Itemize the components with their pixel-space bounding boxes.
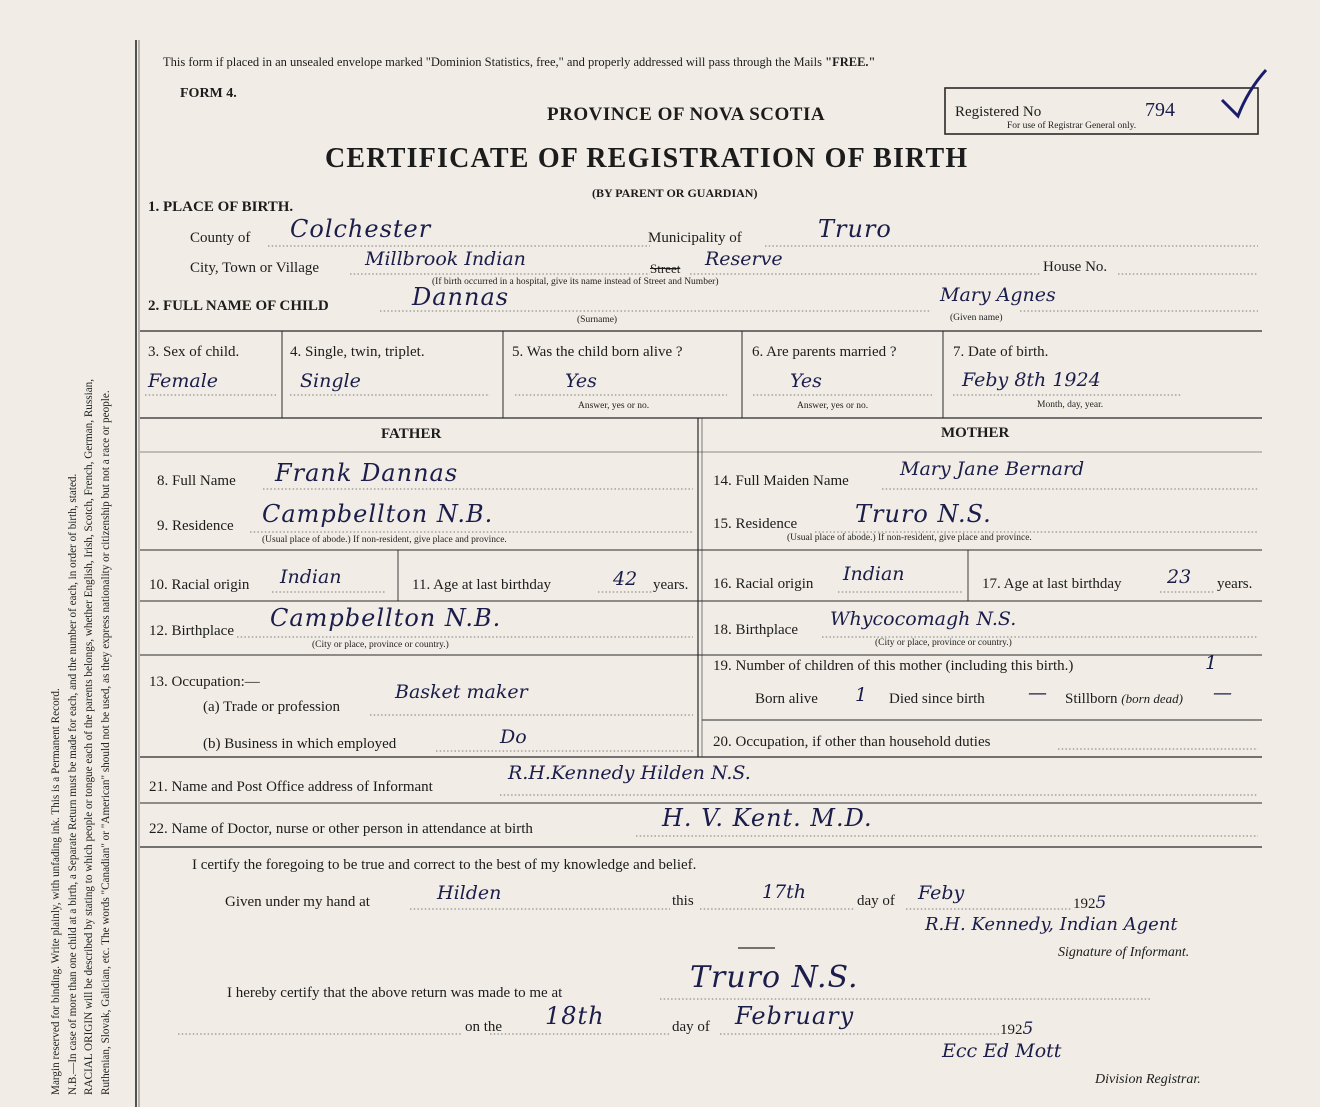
father-age-value[interactable]: 42 [613, 568, 638, 590]
given-year [1073, 893, 1106, 913]
return-made-label: I hereby certify that the above return was made to me at [227, 985, 563, 1001]
margin-note-4: Ruthenian, Slovak, Galician, etc. The words "Canadian" or "American" should not be used, as they express nationality or citizenship but not a race or people. [99, 390, 112, 1095]
on-the-label: on the [465, 1019, 503, 1035]
on-day-value[interactable]: 18th [545, 1002, 605, 1030]
on-year [1000, 1019, 1033, 1039]
father-racial-value[interactable]: Indian [280, 566, 342, 588]
mother-age-value[interactable]: 23 [1167, 566, 1192, 588]
page-subtitle: (BY PARENT OR GUARDIAN) [592, 186, 758, 200]
mother-name-label: 14. Full Maiden Name [713, 473, 849, 489]
registrar-signature: Ecc Ed Mott [942, 1040, 1062, 1062]
father-name-label: 8. Full Name [157, 473, 236, 489]
city-value[interactable]: Millbrook Indian [365, 248, 526, 270]
mother-heading: MOTHER [941, 425, 1010, 441]
doctor-label: 22. Name of Doctor, nurse or other person in attendance at birth [149, 821, 533, 837]
mail-notice-text: This form if placed in an unsealed envelope marked "Dominion Statistics, free," and properly addressed will pass through the Mails [163, 55, 822, 69]
sex-value[interactable]: Female [148, 370, 219, 392]
stillborn-count[interactable]: — [1213, 682, 1232, 704]
date-of-birth-note: Month, day, year. [1037, 400, 1104, 410]
form-number: FORM 4. [180, 86, 237, 101]
business-value[interactable]: Do [500, 726, 527, 748]
stillborn-note: (born dead) [1121, 691, 1184, 706]
mother-residence-label: 15. Residence [713, 516, 798, 532]
date-of-birth-value[interactable]: Feby 8th 1924 [962, 369, 1101, 391]
mother-birthplace-label: 18. Birthplace [713, 622, 798, 638]
check-mark-icon [1222, 70, 1266, 116]
date-of-birth-label: 7. Date of birth. [953, 344, 1049, 360]
informant-label: 21. Name and Post Office address of Informant [149, 779, 433, 795]
mother-racial-value[interactable]: Indian [843, 563, 905, 585]
mother-abode-note: (Usual place of abode.) If non-resident, give place and province. [787, 533, 1032, 543]
father-birthplace-value[interactable]: Campbellton N.B. [270, 604, 502, 632]
on-year-value[interactable]: 5 [1022, 1019, 1034, 1039]
father-name-value[interactable]: Frank Dannas [275, 459, 459, 487]
father-age-label: 11. Age at last birthday [412, 577, 551, 593]
return-place-value[interactable]: Truro N.S. [690, 960, 859, 995]
father-birthplace-label: 12. Birthplace [149, 623, 234, 639]
province-heading: PROVINCE OF NOVA SCOTIA [547, 104, 826, 125]
given-year-prefix: 192 [1073, 896, 1096, 912]
mother-birthplace-note: (City or place, province or country.) [875, 638, 1012, 648]
on-year-prefix: 192 [1000, 1022, 1023, 1038]
day-of-label: day of [857, 893, 895, 909]
child-given-name-value[interactable]: Mary Agnes [940, 284, 1056, 306]
on-day-of-label: day of [672, 1019, 710, 1035]
father-birthplace-note: (City or place, province or country.) [312, 640, 449, 650]
on-month-value[interactable]: February [735, 1002, 855, 1030]
father-residence-label: 9. Residence [157, 518, 234, 534]
given-year-value[interactable]: 5 [1095, 893, 1107, 913]
occupation-label: 13. Occupation:— [149, 674, 260, 690]
father-racial-label: 10. Racial origin [149, 577, 250, 593]
children-count-label: 19. Number of children of this mother (including this birth.) [713, 658, 1074, 674]
born-alive-label: Born alive [755, 691, 818, 707]
stillborn-label [1065, 691, 1183, 708]
mother-residence-value[interactable]: Truro N.S. [855, 500, 992, 528]
signature-label: Signature of Informant. [1058, 945, 1190, 960]
municipality-label: Municipality of [648, 230, 742, 246]
county-label: County of [190, 230, 251, 246]
child-surname-value[interactable]: Dannas [412, 283, 510, 311]
registered-label: Registered No [955, 104, 1042, 120]
given-place-value[interactable]: Hilden [437, 882, 502, 904]
registrar-label: Division Registrar. [1095, 1072, 1201, 1087]
mail-free: "FREE." [825, 55, 876, 69]
hospital-note: (If birth occurred in a hospital, give its name instead of Street and Number) [432, 277, 719, 287]
born-alive-answer[interactable]: Yes [565, 370, 597, 392]
surname-note: (Surname) [577, 315, 618, 325]
place-of-birth-heading: 1. PLACE OF BIRTH. [148, 199, 294, 215]
mother-name-value[interactable]: Mary Jane Bernard [900, 458, 1085, 480]
given-name-note: (Given name) [950, 313, 1003, 323]
street-label: Street [650, 261, 681, 276]
doctor-value[interactable]: H. V. Kent. M.D. [662, 804, 873, 832]
mother-years-label: years. [1217, 576, 1253, 592]
margin-note-2: N.B.—In case of more than one child at a birth, a Separate Return must be made for each, and the number of each, in order of birth, stated. [66, 473, 79, 1095]
certify-statement: I certify the foregoing to be true and correct to the best of my knowledge and belief. [192, 857, 697, 873]
stillborn-label-text: Stillborn [1065, 691, 1118, 707]
given-month-value[interactable]: Feby [918, 882, 965, 904]
child-name-label: 2. FULL NAME OF CHILD [148, 298, 329, 314]
county-value[interactable]: Colchester [290, 215, 432, 243]
mother-age-label: 17. Age at last birthday [982, 576, 1122, 592]
trade-label: (a) Trade or profession [203, 699, 341, 715]
mother-birthplace-value[interactable]: Whycocomagh N.S. [830, 608, 1017, 630]
registrar-note: For use of Registrar General only. [1007, 121, 1137, 131]
city-label: City, Town or Village [190, 260, 320, 276]
margin-note-3: RACIAL ORIGIN will be described by stating to which people or tongue each of the parents belongs, whether English, Irish, Scotch, French, German, Russian, [83, 378, 95, 1095]
answer-note-2: Answer, yes or no. [797, 401, 869, 411]
mother-racial-label: 16. Racial origin [713, 576, 814, 592]
page-title: CERTIFICATE OF REGISTRATION OF BIRTH [325, 143, 969, 174]
trade-value[interactable]: Basket maker [395, 681, 528, 703]
plurality-value[interactable]: Single [300, 370, 361, 392]
parents-married-question: 6. Are parents married ? [752, 344, 897, 360]
children-count-value[interactable]: 1 [1205, 652, 1218, 674]
died-label: Died since birth [889, 691, 985, 707]
given-under-label: Given under my hand at [225, 894, 370, 910]
sex-label: 3. Sex of child. [148, 344, 240, 360]
father-years-label: years. [653, 577, 689, 593]
born-alive-question: 5. Was the child born alive ? [512, 344, 683, 360]
street-value[interactable]: Reserve [705, 248, 783, 270]
born-alive-count[interactable]: 1 [855, 684, 868, 706]
mother-occupation-label: 20. Occupation, if other than household duties [713, 734, 991, 750]
informant-signature: R.H. Kennedy, Indian Agent [925, 914, 1178, 935]
business-label: (b) Business in which employed [203, 736, 397, 752]
registered-number: 794 [1145, 99, 1175, 121]
informant-value[interactable]: R.H.Kennedy Hilden N.S. [508, 762, 751, 784]
parents-married-answer[interactable]: Yes [790, 370, 822, 392]
given-day-value[interactable]: 17th [762, 881, 807, 903]
plurality-label: 4. Single, twin, triplet. [290, 344, 425, 360]
municipality-value[interactable]: Truro [818, 215, 892, 243]
father-heading: FATHER [381, 426, 442, 442]
father-abode-note: (Usual place of abode.) If non-resident, give place and province. [262, 535, 507, 545]
father-residence-value[interactable]: Campbellton N.B. [262, 500, 494, 528]
answer-note-1: Answer, yes or no. [578, 401, 650, 411]
house-number-label: House No. [1043, 259, 1108, 275]
mail-notice [163, 55, 875, 70]
this-label: this [672, 893, 694, 909]
margin-note-1: Margin reserved for binding. Write plainly, with unfading ink. This is a Permanent Record. [50, 688, 62, 1095]
died-count[interactable]: — [1028, 682, 1047, 704]
